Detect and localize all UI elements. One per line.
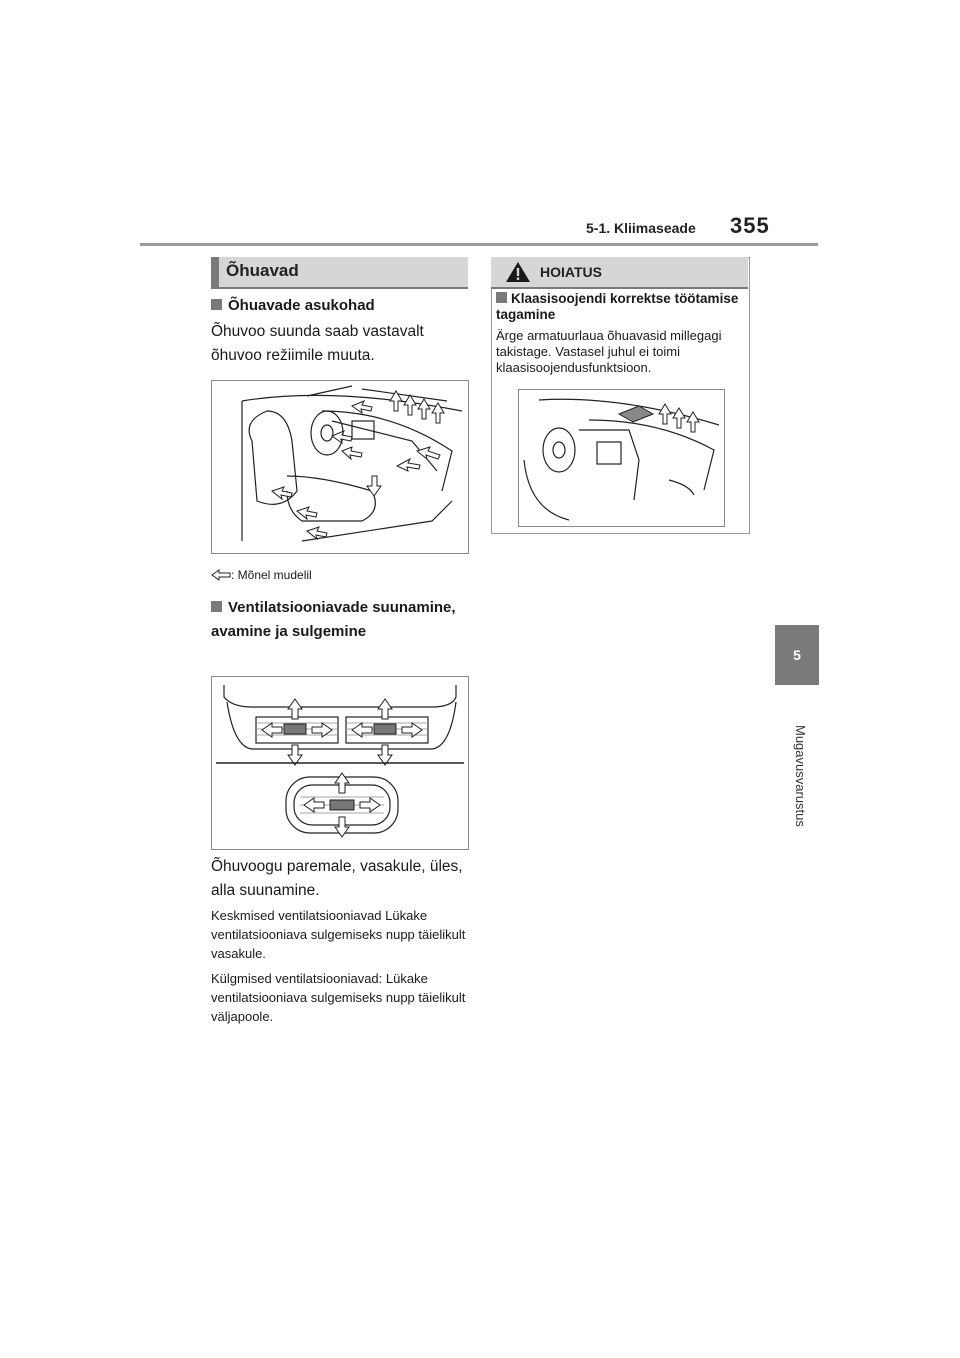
warning-triangle-icon — [505, 261, 531, 283]
section-header: 5-1. Kliimaseade — [586, 220, 696, 236]
warning-title: HOIATUS — [540, 264, 602, 280]
intro-paragraph: Õhuvoo suunda saab vastavalt õhuvoo režiimile muuta. — [211, 323, 424, 364]
vent-direction-illustration — [211, 676, 469, 850]
warning-text: Ärge armatuurlaua õhuavasid millegagi takistage. Vastasel juhul ei toimi klaasisoojendusfunktsioon. — [496, 328, 722, 375]
warning-subheading — [496, 291, 746, 323]
defroster-illustration — [518, 389, 725, 527]
cabin-vents-illustration — [211, 380, 469, 554]
subheading-vent-locations — [211, 294, 471, 318]
section-title: Õhuavad — [226, 261, 299, 280]
header-rule — [140, 243, 818, 246]
center-vents-paragraph: Keskmised ventilatsiooniavad Lükake ventilatsiooniava sulgemiseks nupp täielikult vasakule. — [211, 908, 466, 961]
page-number: 355 — [730, 213, 770, 238]
direction-paragraph: Õhuvoogu paremale, vasakule, üles, alla suunamine. — [211, 858, 463, 899]
square-bullet-icon — [211, 299, 222, 310]
section-title-accent — [211, 257, 219, 289]
subheading-vent-adjustment — [211, 596, 471, 644]
arrow-outline-icon — [211, 569, 231, 581]
subheading-text: Õhuavade asukohad — [228, 297, 375, 314]
legend-text: : Mõnel mudelil — [231, 568, 312, 582]
warning-subheading-text: Klaasisoojendi korrektse töötamise tagamine — [496, 291, 739, 322]
chapter-number: 5 — [793, 647, 801, 663]
subheading-text: Ventilatsiooniavade suunamine, avamine ja sulgemine — [211, 599, 456, 640]
square-bullet-icon — [211, 601, 222, 612]
chapter-tab — [775, 625, 819, 685]
side-vents-paragraph: Külgmised ventilatsiooniavad: Lükake ventilatsiooniava sulgemiseks nupp täielikult väljapoole. — [211, 971, 466, 1024]
chapter-label: Mugavusvarustus — [793, 725, 808, 827]
square-bullet-icon — [496, 292, 507, 303]
legend — [211, 568, 312, 582]
